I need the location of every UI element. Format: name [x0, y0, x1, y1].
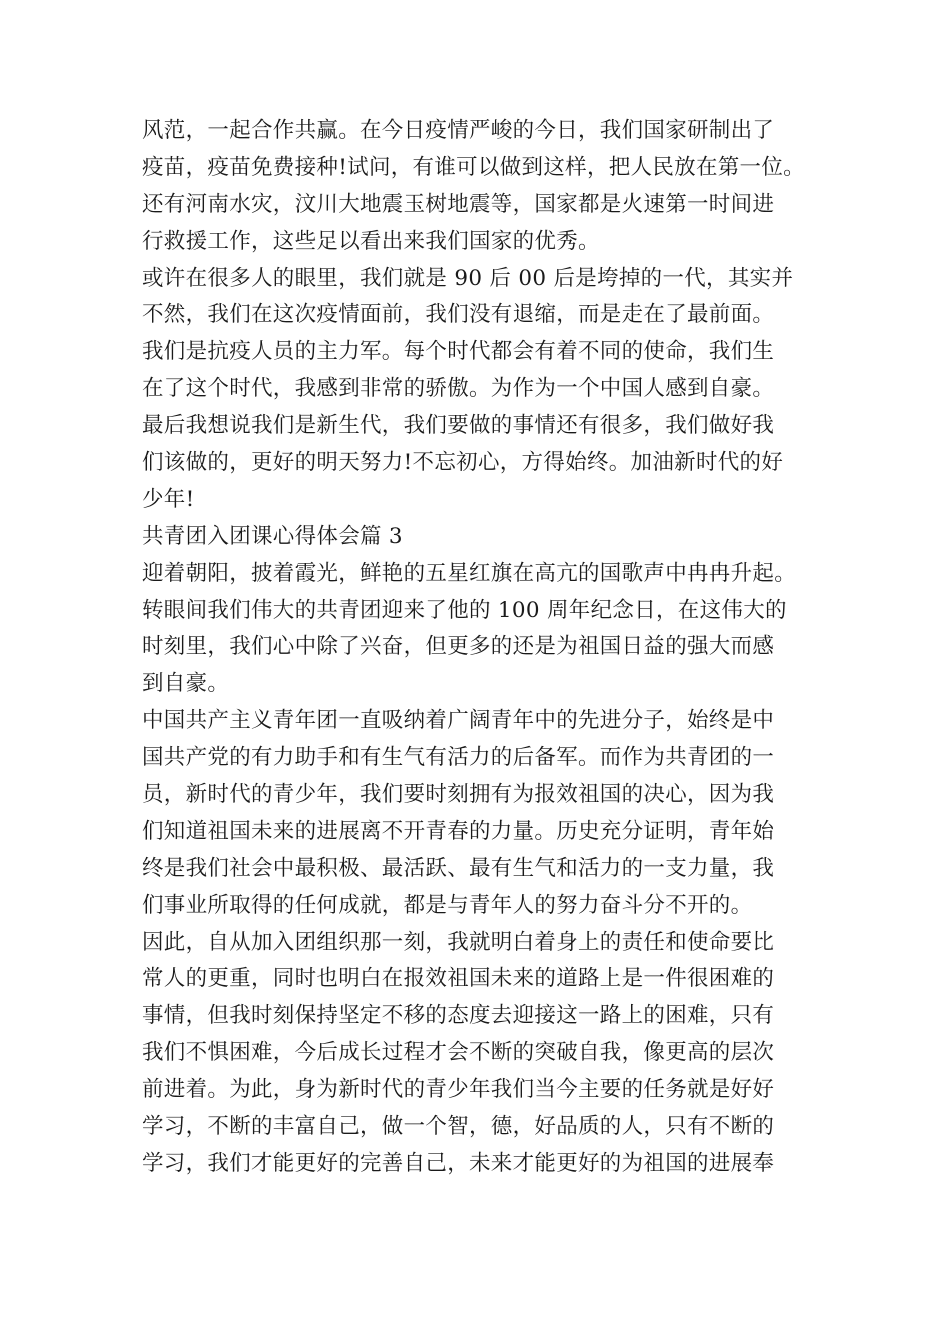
text-line: 事情，但我时刻保持坚定不移的态度去迎接这一路上的困难，只有	[142, 1003, 775, 1029]
text-line: 我们是抗疫人员的主力军。每个时代都会有着不同的使命，我们生	[142, 339, 775, 365]
text-line: 学习，我们才能更好的完善自己，未来才能更好的为祖国的进展奉	[142, 1150, 775, 1176]
text-line: 风范，一起合作共赢。在今日疫情严峻的今日，我们国家研制出了	[142, 118, 775, 143]
text-line: 员，新时代的青少年，我们要时刻拥有为报效祖国的决心，因为我	[142, 782, 775, 808]
text-line: 疫苗，疫苗免费接种!试问，有谁可以做到这样，把人民放在第一位。	[142, 154, 805, 180]
text-line: 最后我想说我们是新生代，我们要做的事情还有很多，我们做好我	[142, 413, 775, 439]
text-line: 还有河南水灾，汶川大地震玉树地震等，国家都是火速第一时间进	[142, 191, 775, 217]
text-line: 或许在很多人的眼里，我们就是 90 后 00 后是垮掉的一代，其实并	[142, 265, 794, 291]
text-line: 们知道祖国未来的进展离不开青春的力量。历史充分证明，青年始	[142, 818, 775, 844]
text-line: 国共产党的有力助手和有生气有活力的后备军。而作为共青团的一	[142, 745, 775, 771]
text-line: 终是我们社会中最积极、最活跃、最有生气和活力的一支力量，我	[142, 855, 775, 881]
text-line: 行救援工作，这些足以看出来我们国家的优秀。	[142, 228, 600, 254]
section-heading: 共青团入团课心得体会篇 3	[142, 523, 403, 549]
text-line: 时刻里，我们心中除了兴奋，但更多的还是为祖国日益的强大而感	[142, 634, 775, 660]
text-line: 中国共产主义青年团一直吸纳着广阔青年中的先进分子，始终是中	[142, 708, 775, 734]
text-line: 常人的更重，同时也明白在报效祖国未来的道路上是一件很困难的	[142, 966, 775, 992]
text-line: 前进着。为此，身为新时代的青少年我们当今主要的任务就是好好	[142, 1077, 775, 1103]
text-line: 在了这个时代，我感到非常的骄傲。为作为一个中国人感到自豪。	[142, 376, 775, 402]
text-line: 们事业所取得的任何成就，都是与青年人的努力奋斗分不开的。	[142, 892, 753, 918]
text-line: 迎着朝阳，披着霞光，鲜艳的五星红旗在高亢的国歌声中冉冉升起。	[142, 560, 797, 586]
text-line: 因此，自从加入团组织那一刻，我就明白着身上的责任和使命要比	[142, 929, 775, 955]
text-line: 少年!	[142, 486, 195, 512]
text-line: 到自豪。	[142, 671, 230, 697]
document-body	[142, 113, 842, 1183]
text-line: 我们不惧困难，今后成长过程才会不断的突破自我，像更高的层次	[142, 1040, 775, 1066]
text-line: 不然，我们在这次疫情面前，我们没有退缩，而是走在了最前面。	[142, 302, 775, 328]
text-line: 转眼间我们伟大的共青团迎来了他的 100 周年纪念日，在这伟大的	[142, 597, 787, 623]
text-line: 学习，不断的丰富自己，做一个智，德，好品质的人，只有不断的	[142, 1114, 775, 1140]
text-line: 们该做的，更好的明天努力!不忘初心，方得始终。加油新时代的好	[142, 450, 784, 476]
